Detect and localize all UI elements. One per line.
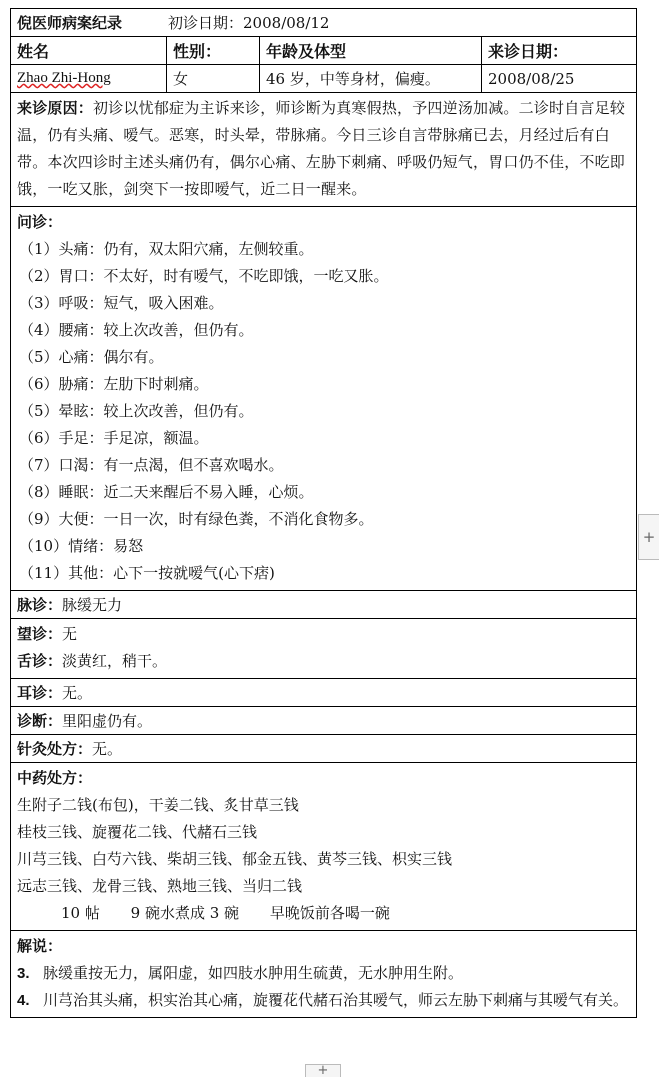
diagnosis-row <box>11 707 636 735</box>
ear-value: 无。 <box>62 684 93 702</box>
explanation-section <box>11 931 636 1017</box>
dose-count: 10 帖 <box>61 904 100 922</box>
explanation-text: 脉缓重按无力，属阳虚，如四肢水肿用生硫黄，无水肿用生附。 <box>43 964 464 982</box>
inquiry-item: （4）腰痛：较上次改善，但仍有。 <box>19 321 254 339</box>
boil-instruction: 9 碗水煮成 3 碗 <box>130 904 240 922</box>
herb-line: 生附子二钱(布包)，干姜二钱、炙甘草三钱 <box>17 796 299 814</box>
acupuncture-label: 针灸处方： <box>17 740 93 758</box>
explanation-item <box>17 960 630 987</box>
reason-text: 初诊以忧郁症为主诉来诊，师诊断为真寒假热，予四逆汤加减。二诊时自言足较温，仍有头痛、嗳气。恶寒，时头晕，带脉痛。今日三诊自言带脉痛已去，月经过后有白带。本次四诊时主述头痛仍有，偶尔心痛、左胁下刺痛、呼吸仍短气，胃口仍不佳，不吃即饿，一吃又胀，剑突下一按即嗳气，近二日一醒来。 <box>17 99 626 198</box>
medical-record-table <box>10 8 637 1018</box>
reason-label: 来诊原因： <box>17 99 94 117</box>
explanation-item <box>17 987 630 1014</box>
record-title: 倪医师病案纪录 <box>17 14 123 32</box>
side-expand-tab[interactable] <box>638 514 659 560</box>
observation-value: 无 <box>62 625 78 643</box>
tongue-line <box>17 648 630 675</box>
plus-icon: + <box>642 528 656 546</box>
explanation-number: 3. <box>17 965 30 982</box>
inquiry-item: （8）睡眠：近二天来醒后不易入睡，心烦。 <box>19 483 314 501</box>
patient-name-cell <box>11 65 167 92</box>
herbal-section <box>11 763 636 931</box>
tongue-label: 舌诊： <box>17 652 63 670</box>
pulse-row <box>11 591 636 619</box>
plus-icon: + <box>317 1063 329 1078</box>
observation-tongue-section <box>11 619 636 679</box>
pulse-label: 脉诊： <box>17 596 63 614</box>
inquiry-item: （2）胃口：不太好，时有嗳气，不吃即饿，一吃又胀。 <box>19 267 389 285</box>
visit-date-label: 来诊日期： <box>488 42 569 61</box>
patient-gender: 女 <box>167 65 260 92</box>
herb-line: 桂枝三钱、旋覆花二钱、代赭石三钱 <box>17 823 258 841</box>
inquiry-item: （5）晕眩：较上次改善，但仍有。 <box>19 402 254 420</box>
reason-section <box>11 93 636 207</box>
name-label: 姓名 <box>11 37 167 64</box>
inquiry-item: （11）其他：心下一按就嗳气(心下痞) <box>19 564 275 582</box>
info-header-row <box>11 37 636 65</box>
inquiry-item: （6）手足：手足凉，额温。 <box>19 429 209 447</box>
ear-label: 耳诊： <box>17 684 63 702</box>
first-visit-date: 初诊日期：2008/08/12 <box>168 14 330 32</box>
take-instruction: 早晚饭前各喝一碗 <box>269 904 390 922</box>
explanation-number: 4. <box>17 992 30 1009</box>
patient-age: 46 岁，中等身材，偏瘦。 <box>260 65 482 92</box>
herbal-label: 中药处方： <box>17 769 93 787</box>
inquiry-section <box>11 207 636 591</box>
observation-line <box>17 621 630 648</box>
acupuncture-row <box>11 735 636 763</box>
acupuncture-value: 无。 <box>92 740 123 758</box>
inquiry-item: （9）大便：一日一次，时有绿色粪，不消化食物多。 <box>19 510 374 528</box>
inquiry-item: （5）心痛：偶尔有。 <box>19 348 164 366</box>
gender-label: 性别： <box>167 37 260 64</box>
inquiry-item: （7）口渴：有一点渴，但不喜欢喝水。 <box>19 456 284 474</box>
observation-label: 望诊： <box>17 625 63 643</box>
inquiry-item: （10）情绪：易怒 <box>19 537 144 555</box>
dosage-line <box>17 900 630 927</box>
explanation-text: 川芎治其头痛，枳实治其心痛，旋覆花代赭石治其嗳气，师云左胁下刺痛与其嗳气有关。 <box>43 991 629 1009</box>
diagnosis-label: 诊断： <box>17 712 63 730</box>
ear-row <box>11 679 636 707</box>
patient-visit-date: 2008/08/25 <box>488 69 575 88</box>
diagnosis-value: 里阳虚仍有。 <box>62 712 153 730</box>
inquiry-item: （1）头痛：仍有，双太阳穴痛，左侧较重。 <box>19 240 314 258</box>
age-label: 年龄及体型 <box>260 37 482 64</box>
bottom-expand-tab[interactable] <box>305 1064 341 1077</box>
inquiry-item: （6）胁痛：左肋下时刺痛。 <box>19 375 209 393</box>
tongue-value: 淡黄红，稍干。 <box>62 652 168 670</box>
inquiry-item: （3）呼吸：短气，吸入困难。 <box>19 294 224 312</box>
herb-line: 川芎三钱、白芍六钱、柴胡三钱、郁金五钱、黄芩三钱、枳实三钱 <box>17 850 453 868</box>
explanation-label: 解说： <box>17 937 63 955</box>
patient-name: Zhao Zhi-Hong <box>17 70 111 86</box>
herb-line: 远志三钱、龙骨三钱、熟地三钱、当归二钱 <box>17 877 303 895</box>
inquiry-label: 问诊： <box>17 213 63 231</box>
record-header <box>11 9 636 37</box>
pulse-value: 脉缓无力 <box>62 596 123 614</box>
info-value-row <box>11 65 636 93</box>
